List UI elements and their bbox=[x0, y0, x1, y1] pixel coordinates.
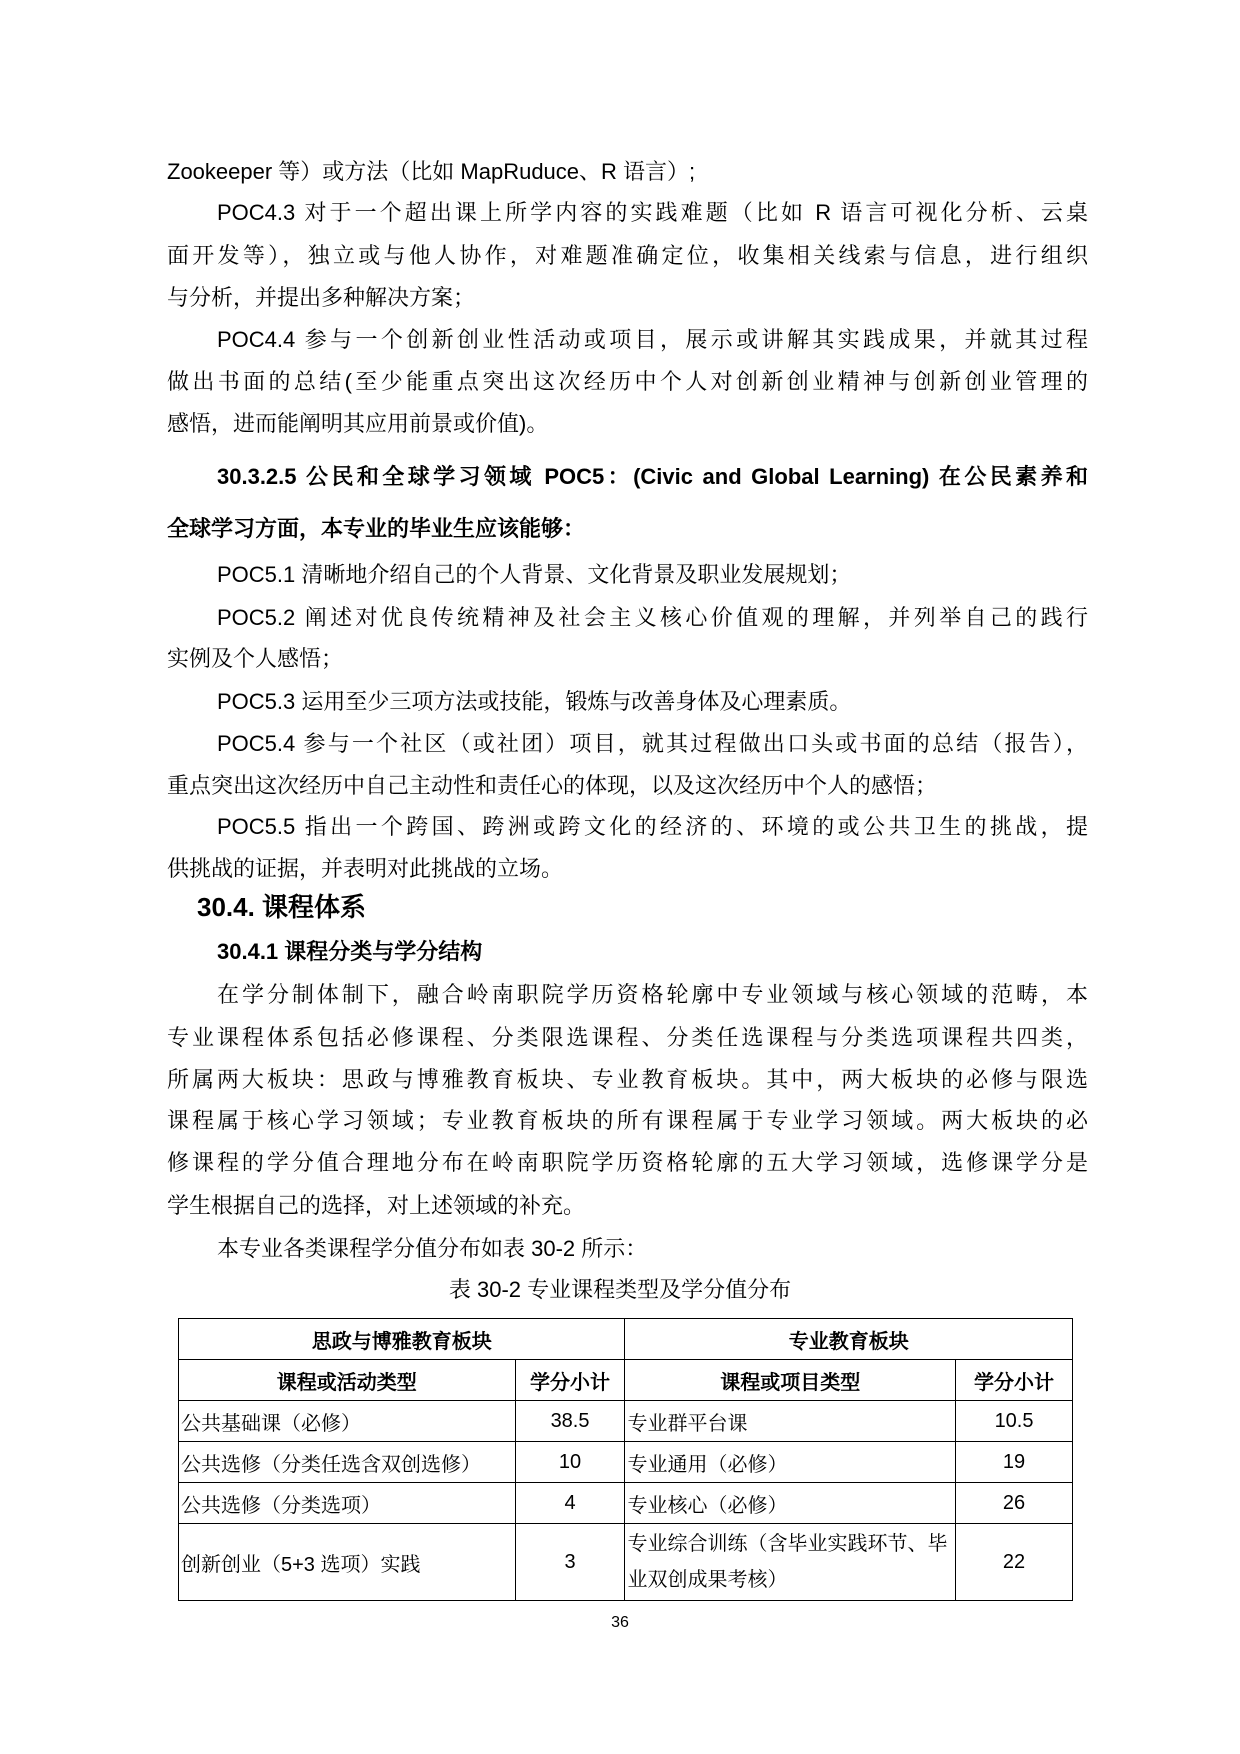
column-header: 课程或活动类型 bbox=[179, 1360, 516, 1401]
text-line: 感悟，进而能阐明其应用前景或价值)。 bbox=[167, 411, 549, 436]
table-cell: 26 bbox=[956, 1483, 1073, 1524]
table-cell: 19 bbox=[956, 1442, 1073, 1483]
text-line: 所属两大板块：思政与博雅教育板块、专业教育板块。其中，两大板块的必修与限选 bbox=[167, 1067, 1088, 1092]
text-line: POC5.5 指出一个跨国、跨洲或跨文化的经济的、环境的或公共卫生的挑战，提 bbox=[217, 814, 1088, 839]
text-line: 面开发等），独立或与他人协作，对难题准确定位，收集相关线索与信息，进行组织 bbox=[167, 243, 1088, 268]
table-row bbox=[179, 1483, 1073, 1524]
table-group-header-row bbox=[179, 1319, 1073, 1360]
group-header: 思政与博雅教育板块 bbox=[179, 1319, 625, 1360]
table-cell: 10.5 bbox=[956, 1401, 1073, 1442]
table-cell: 22 bbox=[956, 1524, 1073, 1601]
text-line: POC4.4 参与一个创新创业性活动或项目，展示或讲解其实践成果，并就其过程 bbox=[217, 327, 1088, 352]
section-title: 30.4. 课程体系 bbox=[197, 892, 367, 922]
table-header-row bbox=[179, 1360, 1073, 1401]
column-header: 学分小计 bbox=[956, 1360, 1073, 1401]
text-line: 学生根据自己的选择，对上述领域的补充。 bbox=[167, 1193, 586, 1218]
text-line: POC5.3 运用至少三项方法或技能，锻炼与改善身体及心理素质。 bbox=[217, 689, 852, 714]
text-line: Zookeeper 等）或方法（比如 MapRuduce、R 语言）; bbox=[167, 159, 696, 184]
text-line: 实例及个人感悟； bbox=[167, 646, 344, 671]
table-cell: 专业通用（必修） bbox=[625, 1442, 956, 1483]
table-cell: 专业群平台课 bbox=[625, 1401, 956, 1442]
table-cell: 10 bbox=[515, 1442, 625, 1483]
group-header: 专业教育板块 bbox=[625, 1319, 1073, 1360]
table-cell: 创新创业（5+3 选项）实践 bbox=[179, 1524, 516, 1601]
text-line: 课程属于核心学习领域；专业教育板块的所有课程属于专业学习领域。两大板块的必 bbox=[167, 1108, 1088, 1133]
text-line: POC5.1 清晰地介绍自己的个人背景、文化背景及职业发展规划； bbox=[217, 562, 852, 587]
section-heading: 30.3.2.5 公民和全球学习领域 POC5：(Civic and Global Learning) 在公民素养和 bbox=[217, 464, 1088, 489]
section-heading: 全球学习方面，本专业的毕业生应该能够： bbox=[167, 516, 586, 541]
page-number: 36 bbox=[611, 1614, 629, 1631]
table-cell: 公共选修（分类任选含双创选修） bbox=[179, 1442, 516, 1483]
table-cell: 专业核心（必修） bbox=[625, 1483, 956, 1524]
table-cell: 公共基础课（必修） bbox=[179, 1401, 516, 1442]
table-caption: 表 30-2 专业课程类型及学分值分布 bbox=[448, 1277, 792, 1302]
table-cell: 公共选修（分类选项） bbox=[179, 1483, 516, 1524]
table-row bbox=[179, 1524, 1073, 1601]
credit-distribution-table bbox=[178, 1318, 1073, 1601]
text-line: POC5.2 阐述对优良传统精神及社会主义核心价值观的理解，并列举自己的践行 bbox=[217, 605, 1088, 630]
text-line: 供挑战的证据，并表明对此挑战的立场。 bbox=[167, 856, 564, 881]
text-line: 重点突出这次经历中自己主动性和责任心的体现，以及这次经历中个人的感悟； bbox=[167, 773, 938, 798]
table-cell: 4 bbox=[515, 1483, 625, 1524]
column-header: 课程或项目类型 bbox=[625, 1360, 956, 1401]
text-line: 修课程的学分值合理地分布在岭南职院学历资格轮廓的五大学习领域，选修课学分是 bbox=[167, 1150, 1088, 1175]
subsection-title: 30.4.1 课程分类与学分结构 bbox=[217, 939, 483, 964]
text-line: 做出书面的总结(至少能重点突出这次经历中个人对创新创业精神与创新创业管理的 bbox=[167, 369, 1088, 394]
table-row bbox=[179, 1442, 1073, 1483]
text-line: 专业课程体系包括必修课程、分类限选课程、分类任选课程与分类选项课程共四类， bbox=[167, 1025, 1088, 1050]
text-line: POC4.3 对于一个超出课上所学内容的实践难题（比如 R 语言可视化分析、云桌 bbox=[217, 200, 1088, 225]
text-line: POC5.4 参与一个社区（或社团）项目，就其过程做出口头或书面的总结（报告）， bbox=[217, 731, 1088, 756]
table-cell: 3 bbox=[515, 1524, 625, 1601]
table-cell: 38.5 bbox=[515, 1401, 625, 1442]
text-line: 与分析，并提出多种解决方案； bbox=[167, 285, 476, 310]
text-line: 本专业各类课程学分值分布如表 30-2 所示： bbox=[217, 1236, 648, 1261]
text-line: 在学分制体制下，融合岭南职院学历资格轮廓中专业领域与核心领域的范畴，本 bbox=[217, 982, 1088, 1007]
table-row bbox=[179, 1401, 1073, 1442]
table-cell: 专业综合训练（含毕业实践环节、毕业双创成果考核） bbox=[625, 1524, 956, 1601]
column-header: 学分小计 bbox=[515, 1360, 625, 1401]
